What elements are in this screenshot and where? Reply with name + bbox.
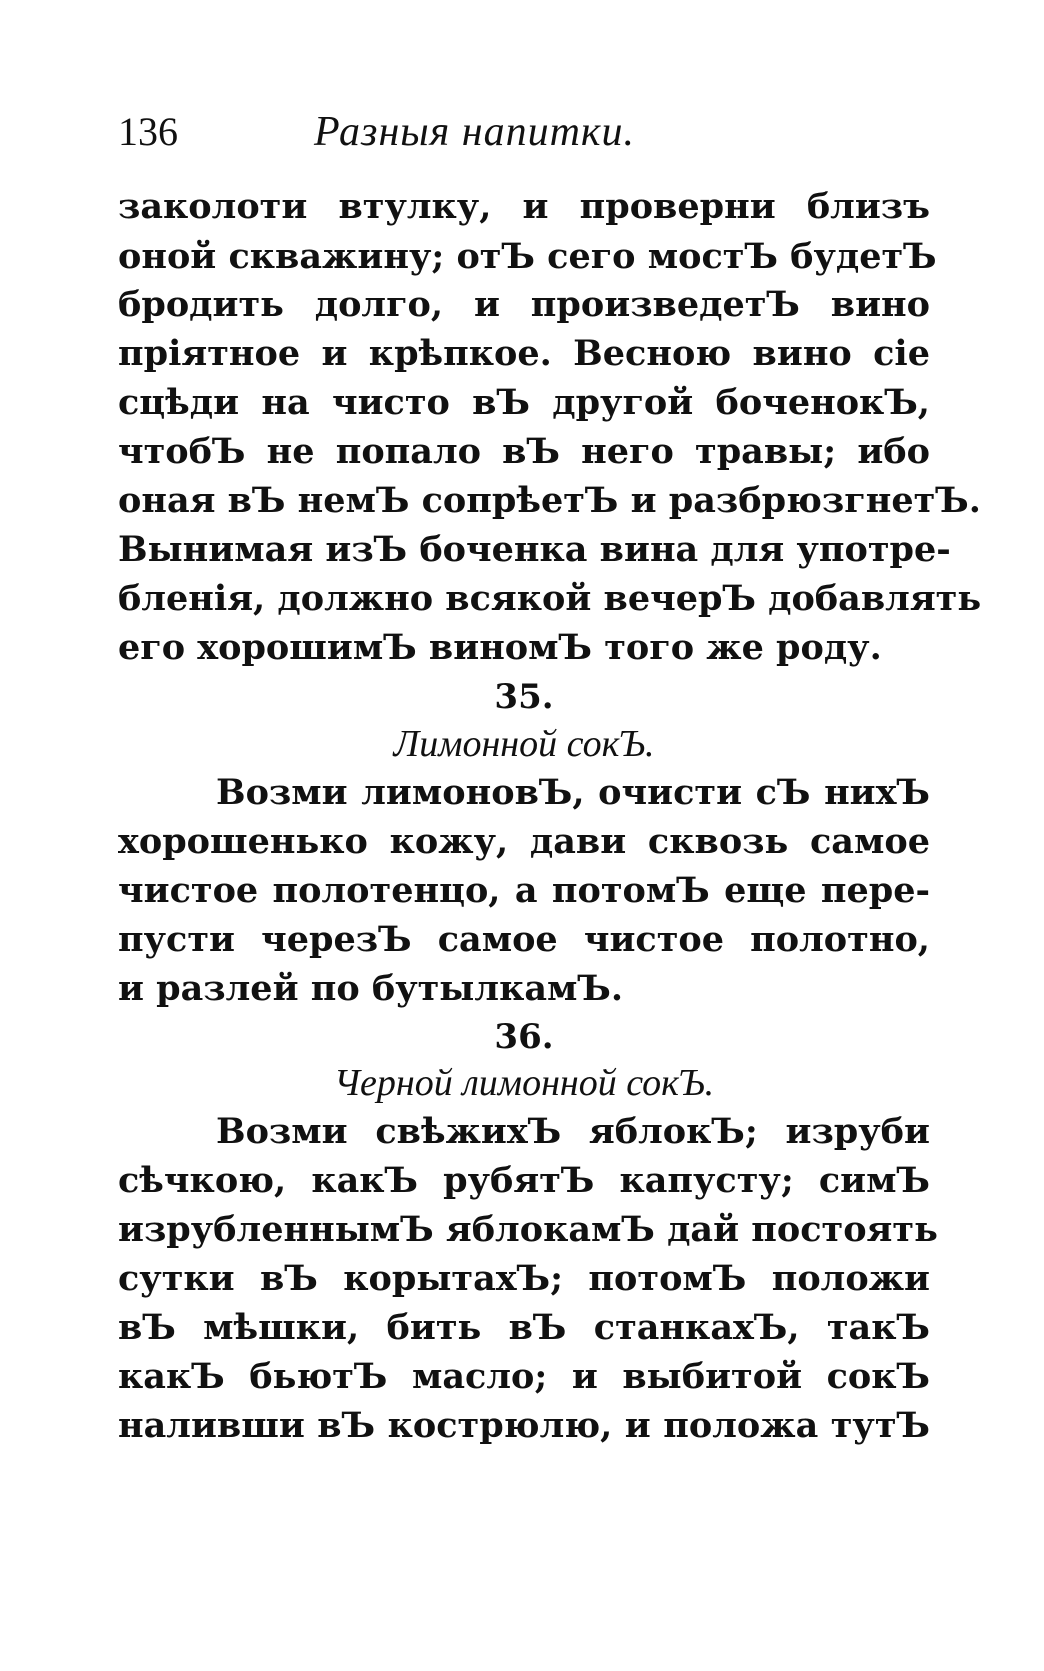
text-line: бленія, должно всякой вечерЪ добавлять [118,578,982,619]
text-line: оной скважину; отЪ сего мостЪ будетЪ [118,236,937,277]
text-line: оная вЪ немЪ сопрѣетЪ и разбрюзгнетЪ. [118,480,981,521]
text-line: сцѣди на чисто вЪ другой боченокЪ, [118,382,930,423]
text-line: сутки вЪ корытахЪ; потомЪ положи [118,1258,930,1299]
text-line: его хорошимЪ виномЪ того же роду. [118,627,882,668]
text-line: пусти черезЪ самое чистое полотно, [118,919,930,960]
page-number: 136 [118,109,178,154]
text-line: наливши вЪ кострюлю, и положа тутЪ [118,1405,930,1446]
text-line: Возми свѣжихЪ яблокЪ; изруби [216,1111,930,1152]
text-line: чтобЪ не попало вЪ него травы; ибо [118,431,930,472]
running-title: Разныя напитки. [314,109,636,155]
text-line: изрубленнымЪ яблокамЪ дай постоять [118,1209,938,1250]
text-line: бродить долго, и произведетЪ вино [118,284,930,325]
text-line: чистое полотенцо, а потомЪ еще пере- [118,870,930,911]
section-title: Черной лимонной сокЪ. [333,1062,715,1104]
section-number: 36. [494,1017,554,1057]
text-line: заколоти втулку, и проверни близъ [118,186,930,227]
text-line: Возми лимоновЪ, очисти сЪ нихЪ [216,772,930,813]
section-title: Лимонной сокЪ. [393,723,655,765]
text-line: вЪ мѣшки, бить вЪ станкахЪ, такЪ [118,1307,930,1348]
section-number: 35. [494,677,554,717]
text-line: хорошенько кожу, дави сквозь самое [118,821,930,862]
text-line: и разлей по бутылкамЪ. [118,968,624,1009]
text-line: какЪ бьютЪ масло; и выбитой сокЪ [118,1356,930,1397]
text-line: Вынимая изЪ боченка вина для употре- [118,529,951,570]
text-line: пріятное и крѣпкое. Весною вино сіе [118,333,930,374]
text-line: сѣчкою, какЪ рубятЪ капусту; симЪ [118,1160,930,1201]
page-header [118,102,938,162]
